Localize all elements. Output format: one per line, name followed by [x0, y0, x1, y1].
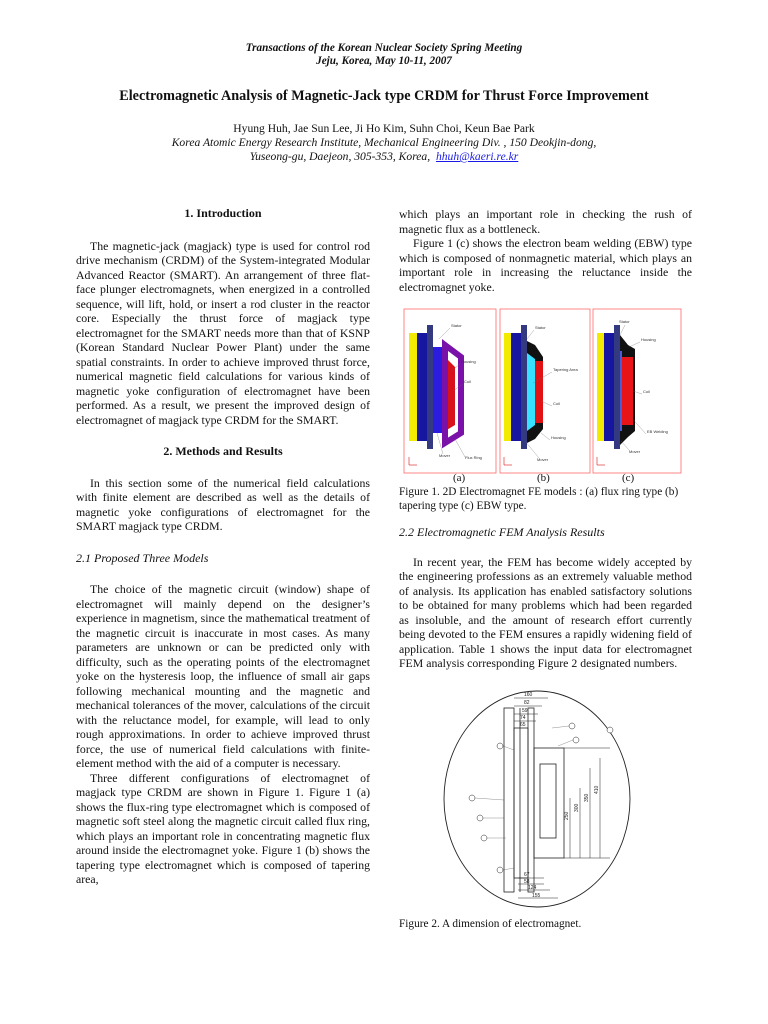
svg-text:Tapering Area: Tapering Area — [553, 367, 578, 372]
fig1-panel-c — [593, 309, 681, 473]
author-block — [0, 122, 768, 164]
fig1-panel-b — [500, 309, 590, 473]
subsection-heading: 2.2 Electromagnetic FEM Analysis Results — [399, 525, 605, 539]
fig2-dimensions — [520, 692, 600, 899]
ebw-paragraph: Figure 1 (c) shows the electron beam welding (EBW) type which is composed of nonmagnetic material, which plays an important role in increasing the reluctance inside the electromagnet yoke. — [399, 236, 692, 294]
svg-text:67: 67 — [524, 872, 530, 878]
fig1-label-b: (b) — [537, 472, 550, 484]
svg-text:Housing: Housing — [461, 359, 476, 364]
right-column-mid — [399, 525, 692, 671]
conference-date: Jeju, Korea, May 10-11, 2007 — [316, 55, 452, 67]
svg-text:58: 58 — [524, 879, 530, 885]
models-paragraph: The choice of the magnetic circuit (window) shape of electromagnet will mainly depend on the designer’s experience in magnetism, since the mathematical treatment of the magnetic circuit is inaccurate in most cases. As many parameters are unknown or can be predicted only with difficulty, such as the operating points of the electromagnet yoke on the hysteresis loop, the influence of small air gaps following mechanical mounting and the magnetic and mechanical tolerances of the mover, calculations of the circuit with the reluctance model, for example, will lead to only rough approximations. In order to achieve improved thrust force, the use of numerical field calculations with finite-element method with the aid of a computer is necessary. — [76, 582, 370, 770]
svg-text:350: 350 — [584, 793, 590, 802]
author-list: Hyung Huh, Jae Sun Lee, Ji Ho Kim, Suhn Choi, Keun Bae Park — [233, 122, 535, 135]
svg-text:Coil: Coil — [643, 389, 650, 394]
affiliation-line-2: Yuseong-gu, Daejeon, 305-353, Korea, hhuh@kaeri.re.kr — [249, 150, 519, 163]
svg-text:Coil: Coil — [464, 379, 471, 384]
svg-text:410: 410 — [594, 785, 600, 794]
svg-text:Mover: Mover — [629, 449, 641, 454]
figure-1-caption: Figure 1. 2D Electromagnet FE models : (a) flux ring type (b) tapering type (c) EBW type. — [399, 486, 679, 512]
svg-text:Mover: Mover — [439, 453, 451, 458]
svg-text:Housing: Housing — [641, 337, 656, 342]
fem-paragraph: In recent year, the FEM has become widely accepted by the engineering professions as an extremely valuable method of analysis. Its application has enabled satisfactory solutions to be obtained for many problems which had been regarded as insoluble, and the amount of research effort currently being devoted to the FEM ensures a rapidly widening field of application. Table 1 shows the input data for electromagnet FEM analysis corresponding Figure 2 designated numbers. — [399, 554, 692, 670]
section-heading: 2. Methods and Results — [163, 444, 283, 458]
svg-text:59: 59 — [522, 708, 528, 714]
fig1-label-c: (c) — [622, 472, 635, 484]
models-paragraph: Three different configurations of electromagnet of magjack type CRDM are shown in Figure 1. Figure 1 (a) shows the flux-ring type electromagnet which is composed of magnetic soft steel along the magnetic circuit called flux ring, which plays an important role in concentrating magnetic flux around inside the electromagnet yoke. Figure 1 (b) shows the tapering type electromagnet which is composed of tapering area, — [76, 770, 370, 886]
svg-text:300: 300 — [574, 803, 580, 812]
svg-text:82: 82 — [524, 700, 530, 706]
svg-text:65: 65 — [520, 722, 526, 728]
fig1-panel-a — [404, 309, 496, 473]
svg-text:EB Welding: EB Welding — [647, 429, 668, 434]
methods-paragraph: In this section some of the numerical field calculations with finite element are described as well as the details of magnetic yoke configurations of electromagnet for the SMART magjack type CRDM. — [76, 475, 370, 533]
figure-2-caption: Figure 2. A dimension of electromagnet. — [399, 918, 582, 930]
intro-paragraph: The magnetic-jack (magjack) type is used for control rod drive mechanism (CRDM) of the System-integrated Modular Advanced Reactor (SMART). An arrangement of three flat-face plunger electromagnets, when energized in a controlled sequence, will lift, hold, or insert a rod cluster in the reactor core. Especially the thrust force of magjack type electromagnet for the SMART needs more than that of KSNP (Korean Standard Nuclear Power Plant) under the same spatial constraints. In order to achieve improved thrust force, numerical magnetic field calculations for various kinds of magnetic yoke configuration of electromagnet have been performed. As a result, we present the improved design of electromagnet of magjack type CRDM for the SMART. — [76, 238, 370, 427]
subsection-heading: 2.1 Proposed Three Models — [76, 550, 209, 565]
svg-text:155: 155 — [532, 893, 541, 899]
conference-name: Transactions of the Korean Nuclear Society Spring Meeting — [245, 42, 523, 54]
figure-1 — [403, 305, 683, 475]
conference-header — [0, 42, 768, 68]
svg-text:74: 74 — [520, 715, 526, 721]
svg-text:Mover: Mover — [537, 457, 549, 462]
right-column-top — [399, 207, 692, 294]
paper-title: Electromagnetic Analysis of Magnetic-Jack type CRDM for Thrust Force Improvement — [119, 88, 649, 104]
svg-text:Flux Ring: Flux Ring — [465, 455, 482, 460]
fig1-label-a: (a) — [453, 472, 466, 484]
svg-text:Stator: Stator — [451, 323, 462, 328]
svg-text:Coil: Coil — [553, 401, 560, 406]
svg-text:Stator: Stator — [535, 325, 546, 330]
left-column — [76, 206, 370, 887]
svg-text:Stator: Stator — [619, 319, 630, 324]
email-link[interactable]: hhuh@kaeri.re.kr — [435, 150, 519, 163]
svg-text:Housing: Housing — [551, 435, 566, 440]
svg-text:250: 250 — [564, 811, 570, 820]
svg-text:160: 160 — [524, 692, 533, 698]
affiliation-line-1: Korea Atomic Energy Research Institute, Mechanical Engineering Div. , 150 Deokjin-dong, — [171, 136, 597, 149]
fig2-callouts — [469, 723, 613, 873]
figure-2 — [440, 688, 640, 910]
continuation-paragraph: which plays an important role in checking the rush of magnetic flux as a bottleneck. — [399, 207, 692, 236]
section-heading: 1. Introduction — [184, 206, 262, 220]
svg-text:124: 124 — [528, 885, 537, 891]
